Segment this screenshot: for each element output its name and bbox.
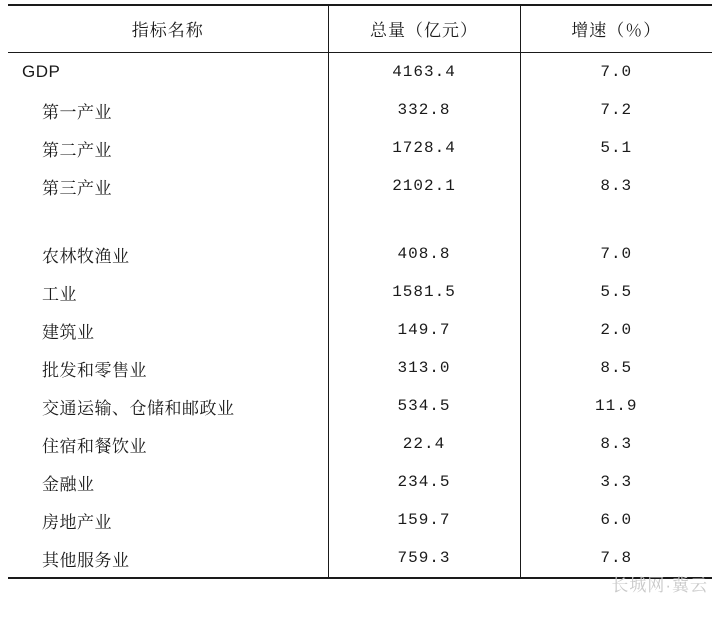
row-growth-value: 11.9 — [520, 387, 712, 425]
row-total-value: 1581.5 — [328, 273, 520, 311]
row-label: 交通运输、仓储和邮政业 — [42, 398, 235, 418]
row-total-value: 534.5 — [328, 387, 520, 425]
column-header-indicator: 指标名称 — [8, 5, 328, 53]
table-row — [8, 349, 712, 387]
row-total-value: 149.7 — [328, 311, 520, 349]
row-growth-value: 5.5 — [520, 273, 712, 311]
row-total-value: 22.4 — [328, 425, 520, 463]
row-growth-value: 5.1 — [520, 129, 712, 167]
row-growth-value: 7.0 — [520, 53, 712, 92]
row-growth-value: 3.3 — [520, 463, 712, 501]
table-row — [8, 273, 712, 311]
row-label: 第三产业 — [42, 178, 112, 198]
row-label: 建筑业 — [42, 322, 95, 342]
table-spacer-cell — [8, 205, 328, 235]
table-spacer-cell — [328, 205, 520, 235]
row-label: 房地产业 — [42, 512, 112, 532]
table-header — [8, 5, 712, 53]
row-label: 其他服务业 — [8, 539, 328, 578]
row-label: 第二产业 — [42, 140, 112, 160]
statistics-table-container — [8, 4, 712, 579]
column-header-growth: 增速（％） — [520, 5, 712, 53]
row-total-value: 234.5 — [328, 463, 520, 501]
row-total-value: 159.7 — [328, 501, 520, 539]
row-label: 住宿和餐饮业 — [42, 436, 147, 456]
row-label: GDP — [22, 62, 61, 81]
table-row — [8, 235, 712, 273]
watermark-text: 长城网·冀云 — [611, 576, 708, 595]
row-growth-value: 8.5 — [520, 349, 712, 387]
row-growth-value: 6.0 — [520, 501, 712, 539]
table-row — [8, 539, 712, 578]
row-total-value: 759.3 — [328, 539, 520, 578]
table-row — [8, 387, 712, 425]
row-growth-value: 8.3 — [520, 425, 712, 463]
row-growth-value: 7.0 — [520, 235, 712, 273]
row-total-value: 332.8 — [328, 91, 520, 129]
table-body — [8, 53, 712, 579]
row-total-value: 408.8 — [328, 235, 520, 273]
row-label: 批发和零售业 — [42, 360, 147, 380]
row-label: 第一产业 — [42, 102, 112, 122]
table-spacer-row — [8, 205, 712, 235]
row-growth-value: 8.3 — [520, 167, 712, 205]
row-total-value: 4163.4 — [328, 53, 520, 92]
row-total-value: 313.0 — [328, 349, 520, 387]
table-spacer-cell — [520, 205, 712, 235]
table-row — [8, 425, 712, 463]
table-row — [8, 463, 712, 501]
row-label: 农林牧渔业 — [42, 246, 130, 266]
statistics-table — [8, 4, 712, 579]
table-row — [8, 167, 712, 205]
row-growth-value: 2.0 — [520, 311, 712, 349]
table-row — [8, 53, 712, 92]
row-growth-value: 7.2 — [520, 91, 712, 129]
table-header-row — [8, 5, 712, 53]
table-row — [8, 501, 712, 539]
row-label: 金融业 — [42, 474, 95, 494]
column-header-total: 总量（亿元） — [328, 5, 520, 53]
row-total-value: 1728.4 — [328, 129, 520, 167]
table-row — [8, 129, 712, 167]
row-label: 工业 — [42, 284, 77, 304]
row-growth-value: 7.8 — [520, 539, 712, 578]
row-total-value: 2102.1 — [328, 167, 520, 205]
table-row — [8, 311, 712, 349]
table-row — [8, 91, 712, 129]
